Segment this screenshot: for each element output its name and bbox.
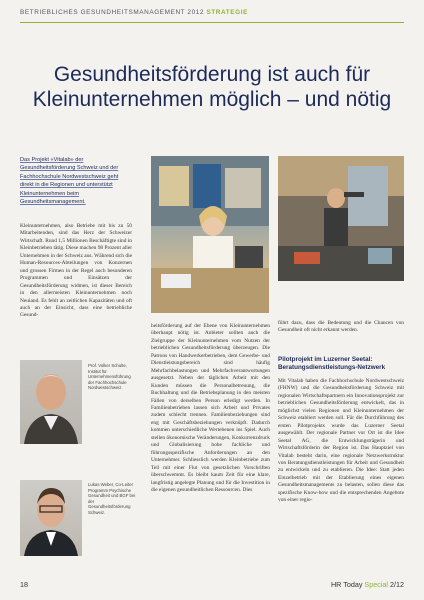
publication-issue: 2/12 <box>390 580 404 589</box>
section-header <box>20 9 248 16</box>
article-title-line2: Kleinunternehmen möglich – und nötig <box>32 88 392 111</box>
article-title <box>0 62 424 112</box>
caption-volker-schulte: Prof. Volker Schulte, Institut für Unternehmensführung der Fachhochschule Nordwestschweiz. <box>88 363 131 391</box>
publication-special: Special <box>364 580 388 589</box>
body-column-1: Kleinunternehmen, also Betriebe mit bis zu 50 Mitarbeitenden, sind das Herz der Schweizer Wirtschaft. Rund 1,5 Millionen Beschäftigte sind in Kleinbetrieben tätig. Diese machen 98 Prozent aller Unternehmen in der Schweiz aus. Während sich die Human-Resources-Abteilungen von Konzernen und grossen Firmen in der Regel auch besonderen Programmen und Einsätzen der Gesundheitsförderung widmen, ist dieser Bereich in den allermeisten Kleinunternehmen noch Neuland. Es fehlt an zeitlichen Kapazitäten und oft auch an der Einsicht, dass eine betriebliche Gesund- <box>20 223 132 319</box>
publication-name: HR Today <box>330 580 363 589</box>
article-title-line1: Gesundheitsförderung ist auch für <box>53 63 371 86</box>
section-name: BETRIEBLICHES GESUNDHEITSMANAGEMENT 2012 <box>20 9 205 16</box>
photo-workshop-worker <box>278 156 404 281</box>
photo-office-worker <box>151 156 269 313</box>
section-subheading: Pilotprojekt im Luzerner Seetal: Beratungsdienstleistungs-Netzwerk <box>278 356 386 371</box>
body-column-2: heitsförderung auf der Ebene von Kleinunternehmen überhaupt nötig ist. Anbieter sollten auch die Zielgruppe der Kleinunternehmen vom Nutzen der betrieblichen Gesundheitsförderung überzeugen. Die Patrons von Handwerkerbetrieben, dem Gewerbe- und Dienstleistungsbereich sind häufig Mehrfachbelastungen und Mehrfachverantwortungen ausgesetzt. Neben der täglichen Arbeit mit den Kunden müssen die Personalbetreuung, die Buchhaltung und die Betriebsplanung in den meisten Fällen von derselben Person erledigt werden. In Familienbetrieben lassen sich Arbeit und Privates zudem schlecht trennen. Familienbeziehungen sind eng mit Geschäftsbeziehungen verknüpft. Dadurch kommen unterschiedliche Wertebenen ins Spiel. Auch stellen ökonomische Veränderungen, Konkurrenzdruck und Globalisierung hohe fachliche und führungsspezifische Anforderungen an den Unternehmer. Schliesslich werden Kleinbetriebe zum Teil mit einer Flut von gesetzlichen Vorschriften überschwemmt. Es bleibt kaum Zeit für eine klare, langfristig angelegte Planung und für die Investition in die eigenen gesundheitlichen Ressourcen. Dies <box>151 323 270 493</box>
publication-info <box>331 580 404 589</box>
article-lead: Das Projekt «Vitalab» der Gesundheitsförderung Schweiz und der Fachhochschule Nordwestschweiz geht direkt in die Regionen und unterstützt Kleinunternehmen beim Gesundheitsmanagement. <box>20 157 119 206</box>
caption-lukas-weber: Lukas Weber, Co-Leiter Programm Psychische Gesundheit und BGF bei der Gesundheitsförderung Schweiz. <box>88 482 136 515</box>
header-divider <box>20 22 404 23</box>
body-column-3-continued: Mit Vitalab haben die Fachhochschule Nordwestschweiz (FHNW) und die Gesundheitsförderung Schweiz mit regionalen Wirtschaftspartnern ein Innovationsprojekt zur betrieblichen Gesundheitsförderung entwickelt, das in möglichst vielen Regionen und Kleinunternehmen der Schweiz etabliert werden soll. Für die Durchführung des ersten Pilotprojekts wurde das Luzerner Seetal ausgewählt. Der regionale Partner vor Ort ist die Idee Seetal AG, die Entwicklungsträgerin und Wirtschaftsförderin der Region ist. Das Hauptziel von Vitalab besteht darin, eine regionale Netzwerkstruktur von Beratungsdienstleistungen für Arbeit und Gesundheit zu entwickeln und zu etablieren. Die Idee: Statt jeden Einzelbetrieb mit der Etablierung eines eigenen Gesundheitsmanagements zu belasten, sollen diese das spezifische Know-how und die entsprechenden Angebote von einer regio- <box>278 378 404 504</box>
portrait-lukas-weber <box>20 480 82 556</box>
body-column-3: führt dazu, dass die Bedeutung und die Chancen von Gesundheit oft nicht erkannt werden. <box>278 320 404 334</box>
section-tag: STRATEGIE <box>206 9 248 16</box>
page-number: 18 <box>20 580 28 589</box>
portrait-volker-schulte <box>20 360 82 444</box>
